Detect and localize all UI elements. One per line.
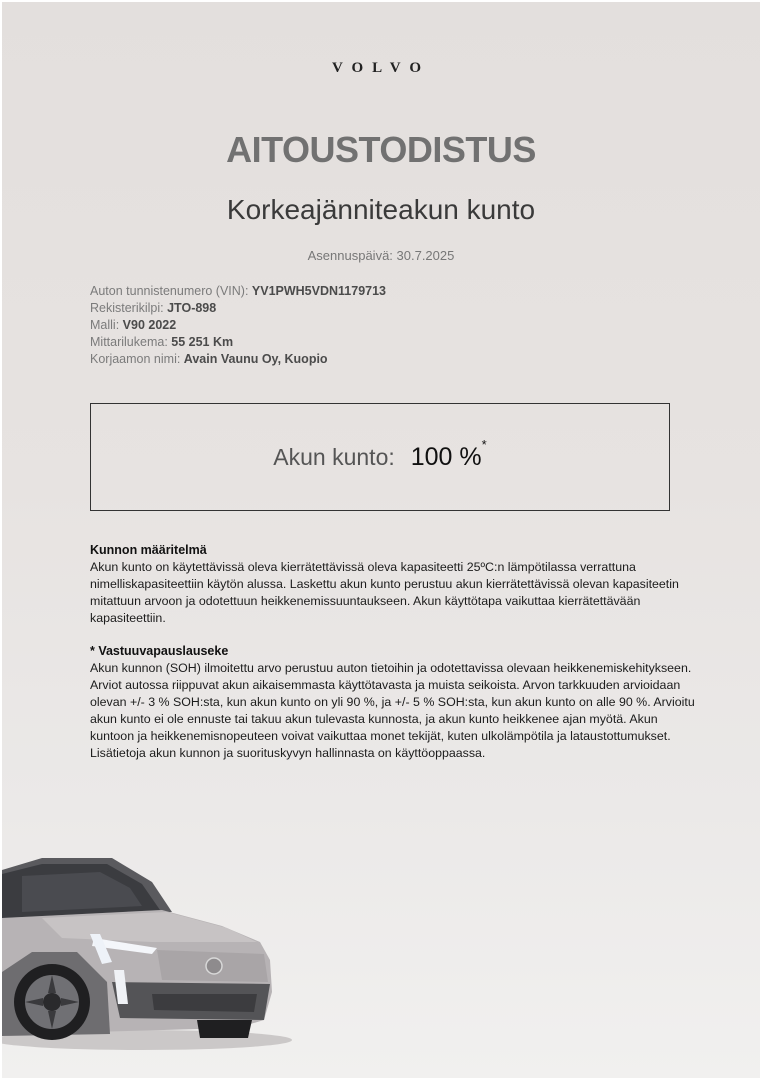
install-date: Asennuspäivä: 30.7.2025 <box>307 248 455 263</box>
plate-label: Rekisterikilpi: <box>90 301 168 315</box>
footnote-mark: * <box>481 436 487 452</box>
page-subtitle: Korkeajänniteakun kunto <box>226 194 536 225</box>
battery-health-value <box>410 436 487 472</box>
vin-value: YV1PWH5VDN1179713 <box>251 284 386 298</box>
plate-value: JTO-898 <box>167 301 217 315</box>
vehicle-info <box>90 283 386 368</box>
plate-row <box>90 300 386 317</box>
disclaimer-text: Akun kunnon (SOH) ilmoitettu arvo perustuu auton tietoihin ja odotettavissa olevaan heikkenemiskehitykseen. Arviot autossa riippuvat akun aikaisemmasta käyttötavasta ja muista seikoista. Arvon tarkkuuden arvioidaan olevan +/- 3 % SOH:sta, kun akun kunto on yli 90 %, ja +/- 5 % SOH:sta, kun akun kunto on alle 90 %. Arvioitu akun kunto ei ole ennuste tai takuu akun tulevasta kunnosta, ja akun kunto heikkenee ajan myötä. Akun kuntoon ja heikkenemisnopeuteen voivat vaikuttaa monet tekijät, kuten ulkolämpötila ja lataustottumukset. Lisätietoja akun kunnon ja suorituskyvyn hallinnasta on käyttöoppaassa. <box>90 661 695 760</box>
model-value: V90 2022 <box>122 318 177 332</box>
volvo-logo: VOLVO <box>331 60 431 76</box>
battery-health-number: 100 % <box>410 442 482 471</box>
odometer-row <box>90 334 386 351</box>
workshop-value: Avain Vaunu Oy, Kuopio <box>183 352 328 366</box>
page-title: AITOUSTODISTUS <box>226 129 536 170</box>
car-image <box>2 842 302 1062</box>
certificate-page <box>2 2 760 1078</box>
disclaimer-section <box>90 643 700 762</box>
model-row <box>90 317 386 334</box>
vin-row <box>90 283 386 300</box>
odometer-value: 55 251 Km <box>171 335 234 349</box>
definition-section <box>90 542 700 627</box>
model-label: Malli: <box>90 318 123 332</box>
battery-health-label: Akun kunto: <box>273 443 395 470</box>
definition-text: Akun kunto on käytettävissä oleva kierrätettävissä oleva kapasiteetti 25ºC:n lämpötilassa verrattuna nimelliskapasiteettiin käytön alussa. Laskettu akun kunto perustuu akun kierrätettävissä olevan kapasiteetin mitattuun arvoon ja odotettuun heikkenemissuuntaukseen. Akun käyttötapa vaikuttaa kierrätettävään kapasiteettiin. <box>90 560 679 625</box>
vin-label: Auton tunnistenumero (VIN): <box>90 284 252 298</box>
battery-health-box <box>90 403 670 511</box>
definition-heading: Kunnon määritelmä <box>90 543 207 557</box>
workshop-row <box>90 351 386 368</box>
workshop-label: Korjaamon nimi: <box>90 352 184 366</box>
odometer-label: Mittarilukema: <box>90 335 172 349</box>
disclaimer-heading: * Vastuuvapauslauseke <box>90 644 229 658</box>
